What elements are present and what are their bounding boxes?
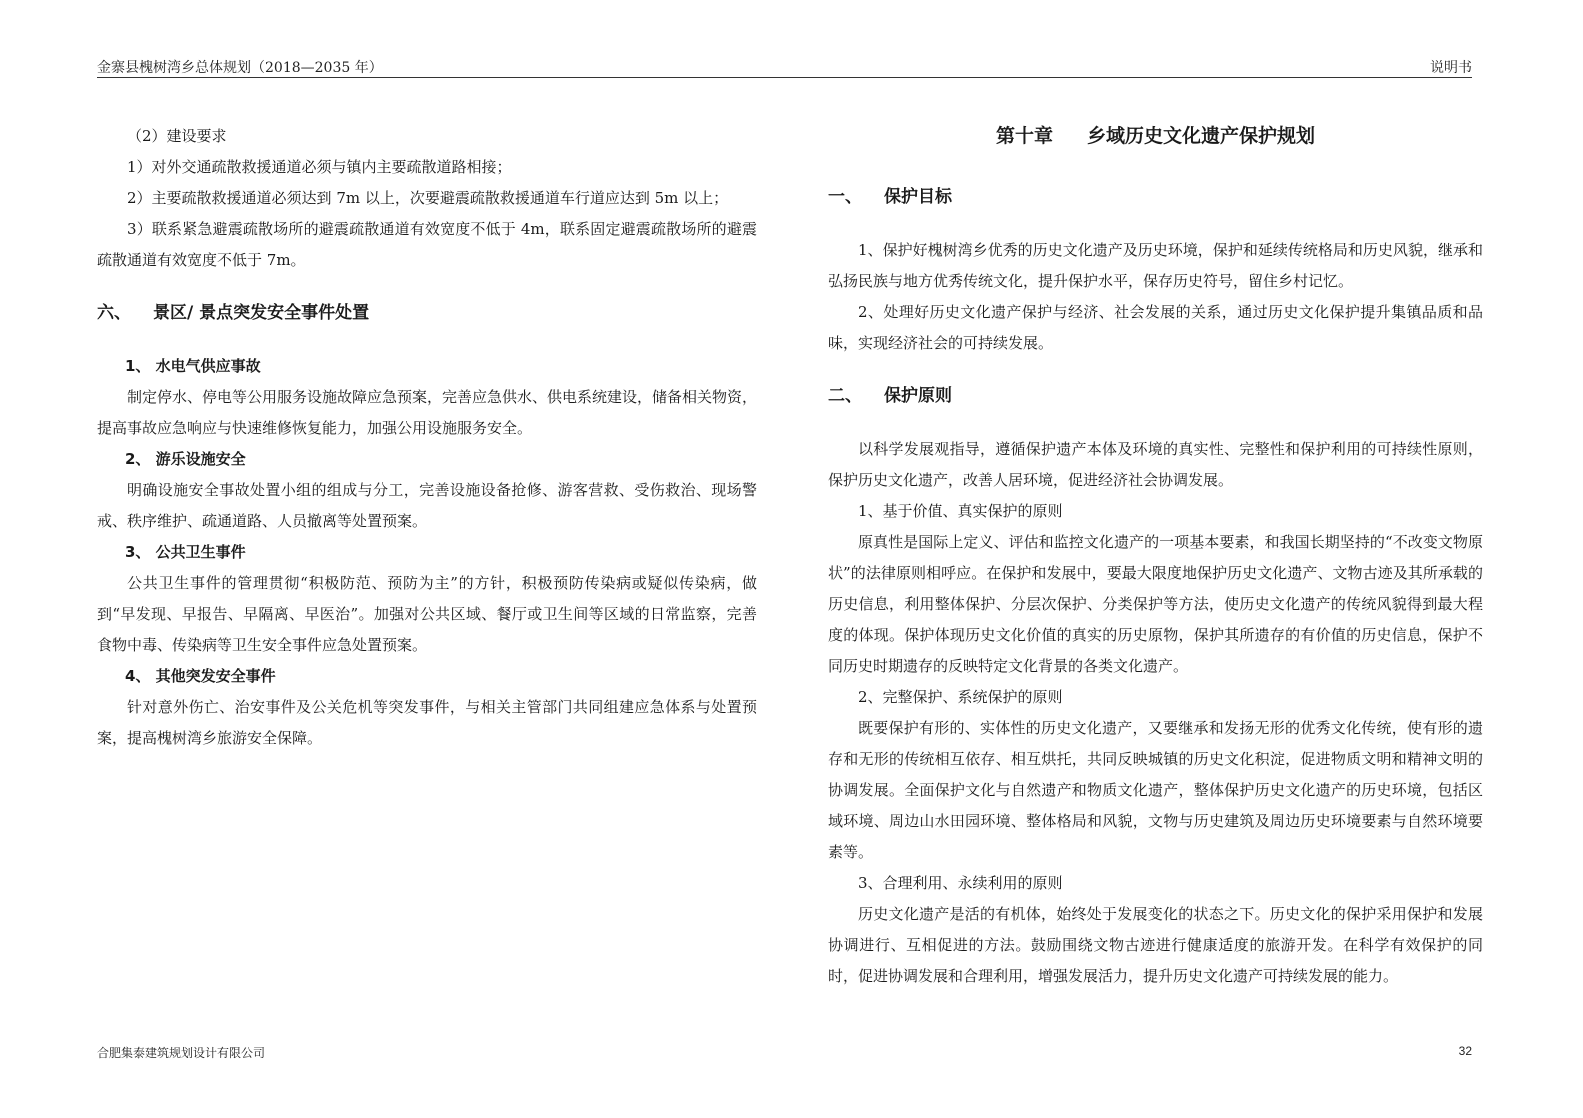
section-title: 保护原则	[884, 386, 952, 406]
subsection-body: 明确设施安全事故处置小组的组成与分工，完善设施设备抢修、游客营救、受伤救治、现场警戒、秩序维护、疏通道路、人员撤离等处置预案。	[97, 481, 757, 530]
section-title: 景区/ 景点突发安全事件处置	[153, 303, 370, 323]
header-divider	[97, 77, 1472, 78]
document-type-label: 说明书	[1430, 60, 1472, 76]
principle-title: 3、合理利用、永续利用的原则	[858, 874, 1063, 892]
section-number: 六、	[97, 303, 131, 323]
left-column	[97, 121, 757, 754]
principle-title: 2、完整保护、系统保护的原则	[858, 688, 1063, 706]
construction-item: 3）联系紧急避震疏散场所的避震疏散通道有效宽度不低于 4m，联系固定避震疏散场所的避震疏散通道有效宽度不低于 7m。	[97, 220, 757, 269]
page-number: 32	[1458, 1044, 1472, 1058]
chapter-number: 第十章	[995, 125, 1053, 147]
principles-intro: 以科学发展观指导，遵循保护遗产本体及环境的真实性、完整性和保护利用的可持续性原则，保护历史文化遗产，改善人居环境，促进经济社会协调发展。	[828, 440, 1483, 489]
document-header-title: 金寨县槐树湾乡总体规划（2018—2035 年）	[97, 60, 383, 76]
subsection-heading: 1、 水电气供应事故	[125, 357, 261, 375]
construction-item: 2）主要疏散救援通道必须达到 7m 以上，次要避震疏散救援通道车行道应达到 5m 以上；	[127, 189, 729, 207]
goal-paragraph: 1、保护好槐树湾乡优秀的历史文化遗产及历史环境，保护和延续传统格局和历史风貌，继承和弘扬民族与地方优秀传统文化，提升保护水平，保存历史符号，留住乡村记忆。	[828, 241, 1483, 290]
subsection-body: 公共卫生事件的管理贯彻“积极防范、预防为主”的方针，积极预防传染病或疑似传染病，做到“早发现、早报告、早隔离、早医治”。加强对公共区域、餐厅或卫生间等区域的日常监察，完善食物中毒、传染病等卫生安全事件应急处置预案。	[97, 574, 757, 654]
subsection-heading: 3、 公共卫生事件	[125, 543, 246, 561]
construction-requirements-title: （2）建设要求	[127, 127, 227, 145]
subsection-body: 制定停水、停电等公用服务设施故障应急预案，完善应急供水、供电系统建设，储备相关物资，提高事故应急响应与快速维修恢复能力，加强公用设施服务安全。	[97, 388, 758, 437]
subsection-body: 针对意外伤亡、治安事件及公关危机等突发事件，与相关主管部门共同组建应急体系与处置预案，提高槐树湾乡旅游安全保障。	[97, 698, 757, 747]
section-number: 二、	[828, 386, 862, 406]
subsection-heading: 2、 游乐设施安全	[125, 450, 246, 468]
company-name: 合肥集泰建筑规划设计有限公司	[97, 1046, 266, 1060]
section-heading-6	[97, 298, 757, 329]
section-heading-2	[828, 381, 1483, 412]
goal-paragraph: 2、处理好历史文化遗产保护与经济、社会发展的关系，通过历史文化保护提升集镇品质和品味，实现经济社会的可持续发展。	[828, 303, 1483, 352]
principle-title: 1、基于价值、真实保护的原则	[858, 502, 1063, 520]
construction-item: 1）对外交通疏散救援通道必须与镇内主要疏散道路相接；	[127, 158, 512, 176]
principle-body: 原真性是国际上定义、评估和监控文化遗产的一项基本要素，和我国长期坚持的“不改变文物原状”的法律原则相呼应。在保护和发展中，要最大限度地保护历史文化遗产、文物古迹及其所承载的历史信息，利用整体保护、分层次保护、分类保护等方法，使历史文化遗产的传统风貌得到最大程度的体现。保护体现历史文化价值的真实的历史原物，保护其所遗存的有价值的历史信息，保护不同历史时期遗存的反映特定文化背景的各类文化遗产。	[828, 533, 1483, 675]
right-column	[828, 121, 1483, 992]
principle-body: 既要保护有形的、实体性的历史文化遗产，又要继承和发扬无形的优秀文化传统，使有形的遗存和无形的传统相互依存、相互烘托，共同反映城镇的历史文化积淀，促进物质文明和精神文明的协调发展。全面保护文化与自然遗产和物质文化遗产，整体保护历史文化遗产的历史环境，包括区域环境、周边山水田园环境、整体格局和风貌，文物与历史建筑及周边历史环境要素与自然环境要素等。	[828, 719, 1483, 861]
section-title: 保护目标	[884, 187, 952, 207]
section-number: 一、	[828, 187, 862, 207]
section-heading-1	[828, 182, 1483, 213]
chapter-heading	[828, 121, 1483, 152]
principle-body: 历史文化遗产是活的有机体，始终处于发展变化的状态之下。历史文化的保护采用保护和发展协调进行、互相促进的方法。鼓励围绕文物古迹进行健康适度的旅游开发。在科学有效保护的同时，促进协调发展和合理利用，增强发展活力，提升历史文化遗产可持续发展的能力。	[828, 905, 1483, 985]
subsection-heading: 4、 其他突发安全事件	[125, 667, 276, 685]
chapter-title: 乡域历史文化遗产保护规划	[1087, 125, 1316, 147]
